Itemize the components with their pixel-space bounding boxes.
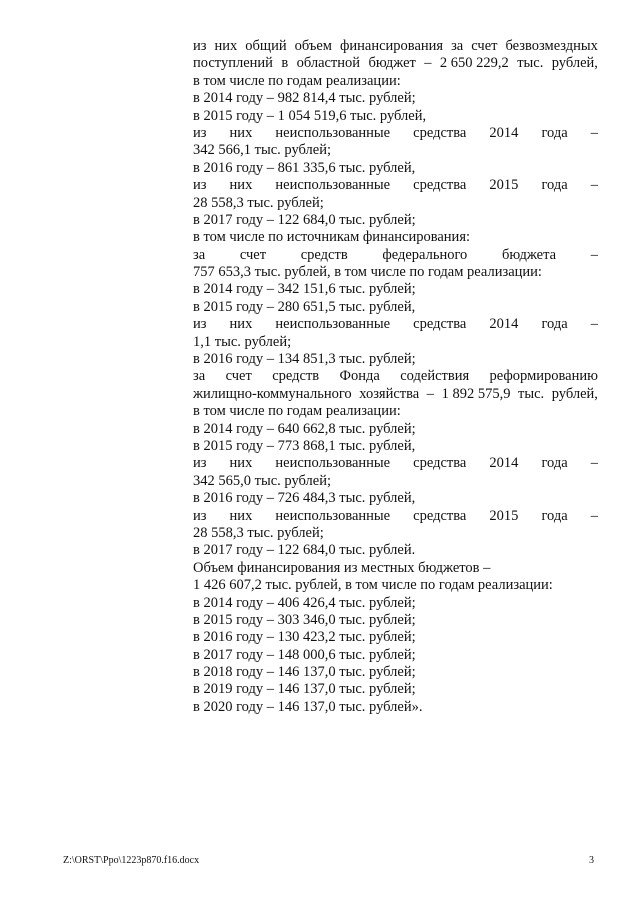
- text-word: –: [590, 124, 598, 141]
- text-line: в том числе по годам реализации:: [193, 403, 401, 420]
- text-word: них: [229, 124, 253, 141]
- text-line: 1,1 тыс. рублей;: [193, 333, 292, 350]
- text-line: [193, 455, 598, 472]
- text-word: года: [541, 507, 568, 524]
- text-word: 2014: [489, 124, 519, 141]
- text-word: бюджета: [501, 246, 557, 263]
- text-word: средства: [413, 177, 467, 194]
- text-line: в 2020 году – 146 137,0 тыс. рублей».: [193, 698, 423, 715]
- text-word: –: [590, 246, 598, 263]
- text-word: из: [193, 38, 207, 54]
- text-line: в 2014 году – 640 662,8 тыс. рублей;: [193, 420, 416, 437]
- text-word: из: [193, 455, 207, 472]
- text-word: 2015: [489, 507, 519, 524]
- text-word: рублей,: [551, 55, 598, 72]
- text-word: 2015: [489, 177, 519, 194]
- text-word: из: [193, 316, 207, 333]
- text-word: хозяйства: [359, 385, 420, 402]
- text-word: неиспользованные: [275, 124, 391, 141]
- document-body: [193, 38, 598, 716]
- text-word: содействия: [400, 368, 470, 385]
- text-word: 1 892 575,9: [441, 385, 511, 402]
- text-line: в 2016 году – 861 335,6 тыс. рублей,: [193, 159, 416, 176]
- text-word: года: [541, 455, 568, 472]
- text-line: в 2015 году – 280 651,5 тыс. рублей,: [193, 298, 416, 315]
- text-word: –: [590, 177, 598, 194]
- text-line: в том числе по источникам финансирования:: [193, 229, 471, 246]
- text-word: поступлений: [193, 55, 273, 72]
- text-word: бюджет: [368, 55, 416, 72]
- text-line: [193, 125, 598, 142]
- text-line: в 2014 году – 342 151,6 тыс. рублей;: [193, 281, 416, 298]
- text-word: финансирования: [339, 38, 444, 54]
- text-word: реформированию: [489, 368, 598, 385]
- text-line: в 2017 году – 122 684,0 тыс. рублей.: [193, 542, 416, 559]
- text-word: года: [541, 124, 568, 141]
- text-line: в 2014 году – 982 814,4 тыс. рублей;: [193, 90, 416, 107]
- text-line: в 2019 году – 146 137,0 тыс. рублей;: [193, 681, 416, 698]
- text-word: них: [229, 177, 253, 194]
- text-line: Объем финансирования из местных бюджетов –: [193, 559, 491, 576]
- text-line: [193, 55, 598, 72]
- text-line: в 2016 году – 134 851,3 тыс. рублей;: [193, 351, 416, 368]
- text-word: общий: [245, 38, 287, 54]
- text-line: в 2016 году – 130 423,2 тыс. рублей;: [193, 629, 416, 646]
- text-word: счет: [239, 246, 267, 263]
- text-word: –: [590, 316, 598, 333]
- text-line: в 2015 году – 1 054 519,6 тыс. рублей,: [193, 107, 427, 124]
- text-word: 2014: [489, 455, 519, 472]
- text-word: –: [590, 455, 598, 472]
- text-line: в 2015 году – 773 868,1 тыс. рублей,: [193, 437, 416, 454]
- text-word: средств: [272, 368, 320, 385]
- text-word: года: [541, 316, 568, 333]
- text-word: неиспользованные: [275, 455, 391, 472]
- text-line: 342 565,0 тыс. рублей;: [193, 472, 331, 489]
- text-word: объем: [294, 38, 332, 54]
- text-line: в 2017 году – 122 684,0 тыс. рублей;: [193, 211, 416, 228]
- text-word: счет: [471, 38, 498, 54]
- text-word: неиспользованные: [275, 177, 391, 194]
- page-number: 3: [589, 855, 594, 866]
- text-line: в 2017 году – 148 000,6 тыс. рублей;: [193, 646, 416, 663]
- text-line: [193, 368, 598, 385]
- text-line: [193, 247, 598, 264]
- text-word: в: [281, 55, 289, 72]
- text-word: них: [214, 38, 238, 54]
- footer-file-path: Z:\ORST\Ppo\1223p870.f16.docx: [63, 855, 200, 866]
- text-word: них: [229, 507, 253, 524]
- text-word: средства: [413, 507, 467, 524]
- text-word: федерального: [382, 246, 468, 263]
- text-line: [193, 508, 598, 525]
- text-word: неиспользованные: [275, 507, 391, 524]
- text-word: безвозмездных: [505, 38, 598, 54]
- text-line: 28 558,3 тыс. рублей;: [193, 524, 324, 541]
- text-word: них: [229, 316, 253, 333]
- text-word: жилищно-коммунального: [193, 385, 352, 402]
- text-word: 2014: [489, 316, 519, 333]
- text-word: за: [451, 38, 464, 54]
- text-line: в том числе по годам реализации:: [193, 72, 401, 89]
- text-line: 342 566,1 тыс. рублей;: [193, 142, 331, 159]
- text-word: них: [229, 455, 253, 472]
- text-word: областной: [296, 55, 361, 72]
- text-word: рублей,: [551, 385, 598, 402]
- text-line: 757 653,3 тыс. рублей, в том числе по годам реализации:: [193, 264, 542, 281]
- text-line: [193, 316, 598, 333]
- text-word: средства: [413, 455, 467, 472]
- text-line: [193, 38, 598, 55]
- text-word: тыс.: [518, 385, 545, 402]
- text-word: Фонда: [339, 368, 380, 385]
- text-word: средств: [300, 246, 348, 263]
- text-word: –: [590, 507, 598, 524]
- text-word: –: [424, 55, 432, 72]
- text-word: неиспользованные: [275, 316, 391, 333]
- text-word: года: [541, 177, 568, 194]
- text-word: из: [193, 507, 207, 524]
- text-word: средства: [413, 124, 467, 141]
- text-line: в 2016 году – 726 484,3 тыс. рублей,: [193, 490, 416, 507]
- text-word: из: [193, 177, 207, 194]
- text-word: за: [193, 246, 206, 263]
- text-word: –: [426, 385, 435, 402]
- text-line: в 2015 году – 303 346,0 тыс. рублей;: [193, 611, 416, 628]
- text-word: средства: [413, 316, 467, 333]
- text-word: из: [193, 124, 207, 141]
- text-line: [193, 177, 598, 194]
- text-word: за: [193, 368, 206, 385]
- text-line: [193, 386, 598, 403]
- text-word: 2 650 229,2: [439, 55, 509, 72]
- text-line: 1 426 607,2 тыс. рублей, в том числе по годам реализации:: [193, 577, 553, 594]
- text-word: тыс.: [517, 55, 544, 72]
- text-line: в 2014 году – 406 426,4 тыс. рублей;: [193, 594, 416, 611]
- text-word: счет: [225, 368, 252, 385]
- text-line: 28 558,3 тыс. рублей;: [193, 194, 324, 211]
- text-line: в 2018 году – 146 137,0 тыс. рублей;: [193, 664, 416, 681]
